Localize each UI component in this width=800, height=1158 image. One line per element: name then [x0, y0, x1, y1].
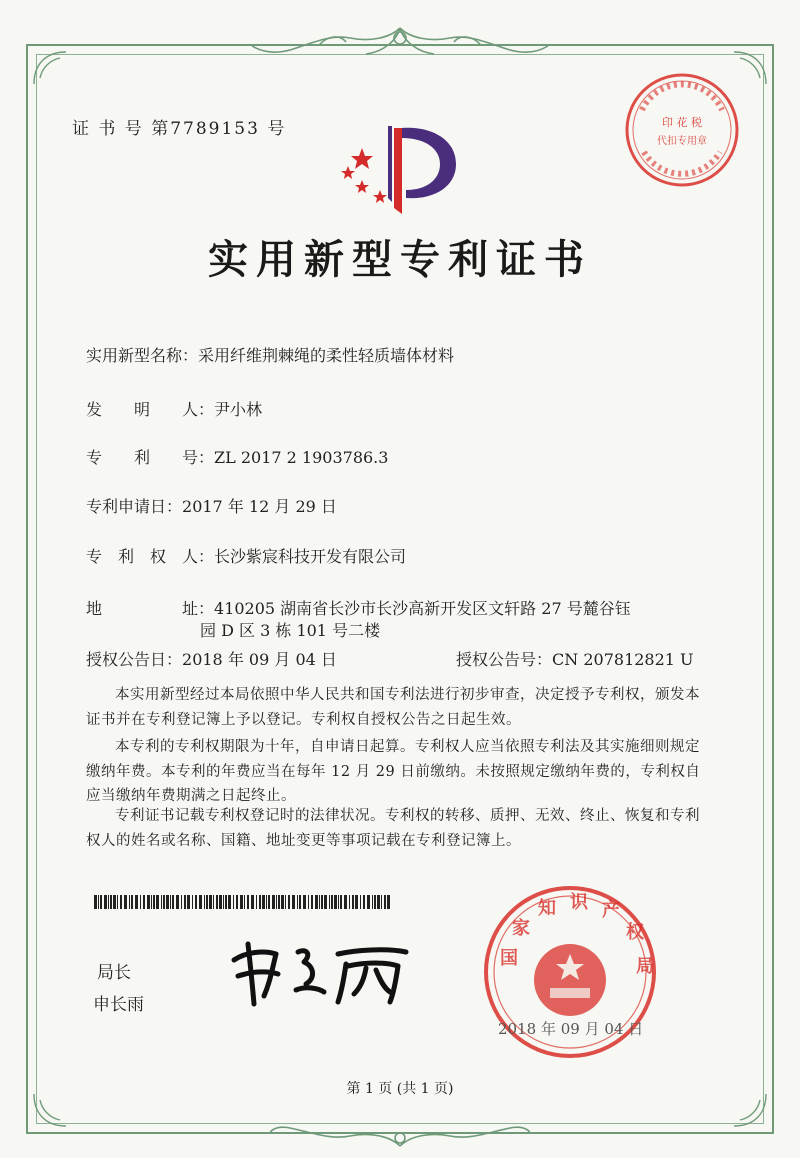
address-field — [86, 596, 631, 619]
field-value: ZL 2017 2 1903786.3 — [214, 448, 389, 467]
field-value: 长沙紫宸科技开发有限公司 — [214, 547, 407, 566]
field-label: 专利申请日： — [86, 497, 183, 516]
patent-number-field — [86, 445, 388, 468]
field-label: 发 明 人： — [86, 400, 215, 419]
patentee-field — [86, 544, 406, 567]
body-paragraph: 专利证书记载专利权登记时的法律状况。专利权的转移、质押、无效、终止、恢复和专利权人的姓名或名称、国籍、地址变更等事项记载在专利登记簿上。 — [86, 808, 700, 849]
field-label: 授权公告号： — [456, 650, 553, 669]
body-paragraph: 本专利的专利权期限为十年，自申请日起算。专利权人应当依照专利法及其实施细则规定缴纳年费。本专利的年费应当在每年 12 月 29 日前缴纳。未按照规定缴纳年费的，专利权自应当缴纳年费期满之日起终止。 — [86, 739, 701, 804]
certificate-title: 实用新型专利证书 — [208, 237, 592, 283]
field-label: 授权公告日： — [86, 650, 183, 669]
page-number: 第 1 页 (共 1 页) — [346, 1081, 454, 1097]
signatory-name: 申长雨 — [93, 995, 144, 1015]
field-value: 2017 年 12 月 29 日 — [182, 497, 337, 516]
svg-text:代扣专用章: 代扣专用章 — [657, 136, 707, 147]
field-value: 2018 年 09 月 04 日 — [182, 650, 337, 669]
inventor-field — [86, 397, 262, 420]
field-value: 尹小林 — [214, 400, 263, 419]
signatory-title: 局长 — [97, 963, 131, 983]
field-label: 实用新型名称： — [86, 346, 199, 365]
svg-text:家: 家 — [512, 918, 530, 939]
tax-stamp-seal-icon — [622, 70, 742, 190]
barcode-icon — [94, 895, 390, 909]
field-value: CN 207812821 U — [552, 650, 694, 669]
grant-number-field — [456, 647, 694, 670]
grant-date-field — [86, 647, 337, 670]
svg-text:权: 权 — [626, 922, 644, 943]
field-label: 地 址： — [86, 599, 215, 618]
seal-date: 2018 年 09 月 04 日 — [498, 1020, 644, 1038]
filing-date-field — [86, 494, 337, 517]
bottom-ornament-icon — [270, 1118, 530, 1150]
certificate-number: 证 书 号 第7789153 号 — [72, 119, 287, 139]
field-label: 专 利 权 人： — [86, 547, 215, 566]
body-paragraph: 本实用新型经过本局依照中华人民共和国专利法进行初步审查，决定授予专利权，颁发本证书并在专利登记簿上予以登记。专利权自授权公告之日起生效。 — [86, 687, 700, 728]
corner-ornament-icon — [30, 48, 70, 88]
svg-text:印 花 税: 印 花 税 — [662, 116, 702, 129]
svg-text:局: 局 — [636, 956, 654, 977]
svg-text:知: 知 — [538, 898, 556, 919]
patent-office-logo-icon — [332, 118, 468, 218]
svg-text:产: 产 — [602, 900, 620, 921]
field-value: 采用纤维荆棘绳的柔性轻质墙体材料 — [198, 346, 455, 365]
field-label: 专 利 号： — [86, 448, 215, 467]
address-line2: 园 D 区 3 栋 101 号二楼 — [200, 621, 381, 640]
handwritten-signature-icon — [226, 930, 416, 1010]
field-value: 410205 湖南省长沙市长沙高新开发区文轩路 27 号麓谷钰 — [214, 599, 631, 618]
svg-text:国: 国 — [500, 948, 518, 969]
utility-model-name-field — [86, 343, 454, 366]
svg-text:识: 识 — [570, 892, 588, 913]
top-ornament-icon — [250, 24, 550, 64]
